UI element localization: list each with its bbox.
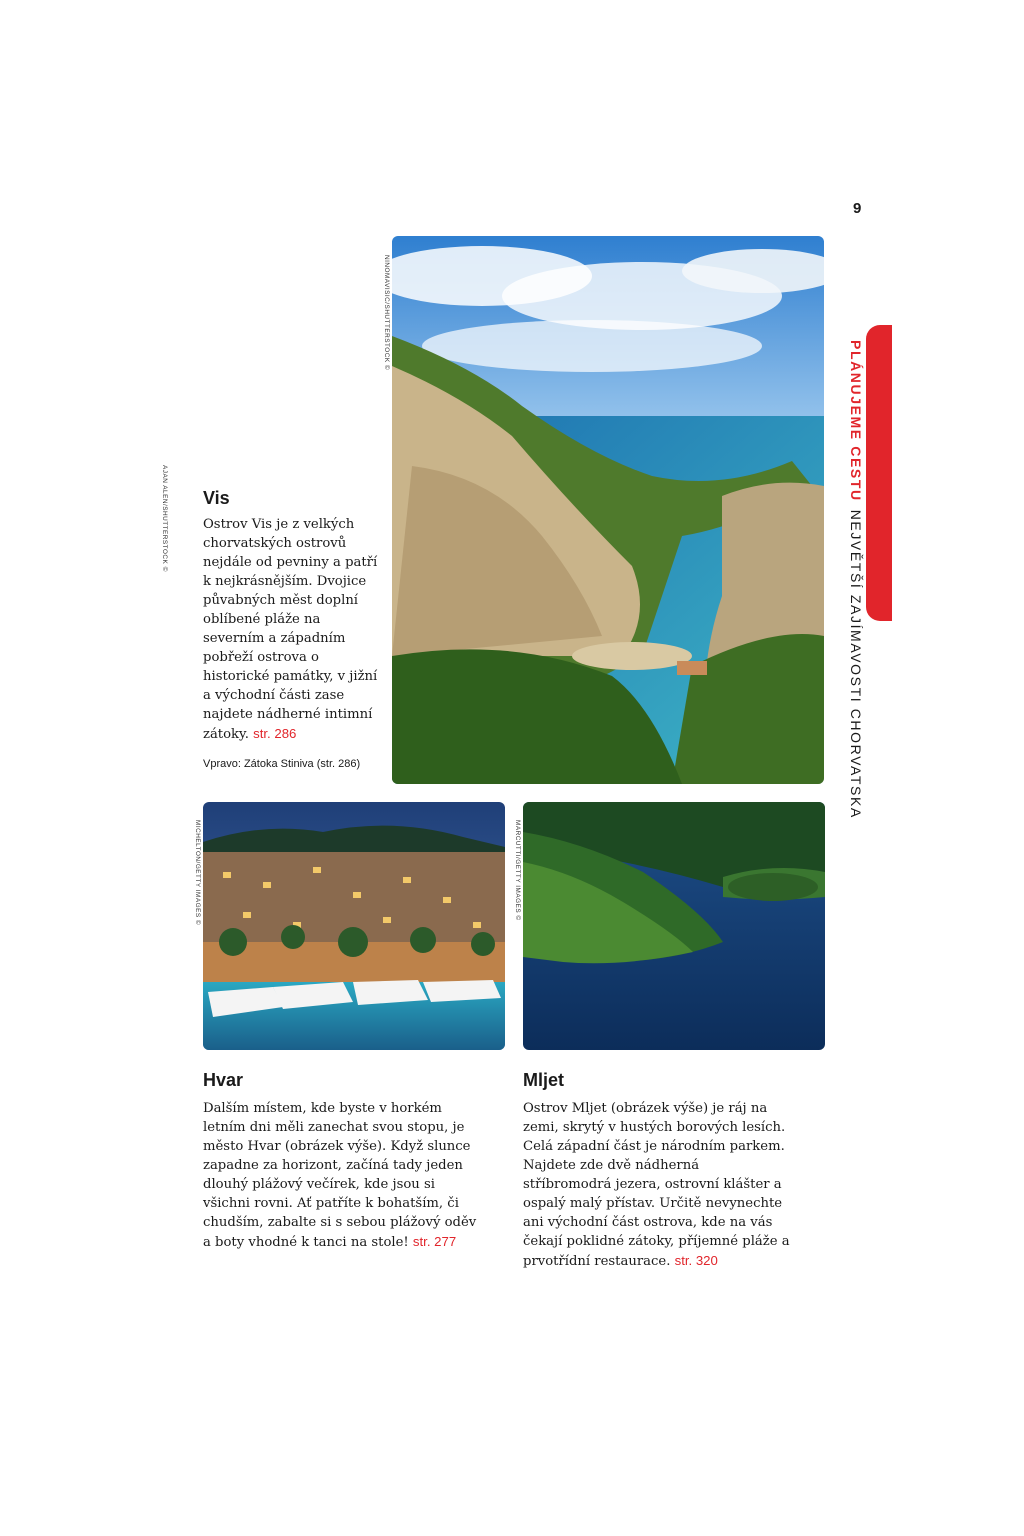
vis-photo-credit: NINOMAVISIC/SHUTTERSTOCK © <box>383 255 390 371</box>
mljet-section <box>523 1070 791 1271</box>
section-name: PLÁNUJEME CESTU <box>848 340 864 502</box>
mljet-photo-credit: MARCUTTI/GETTY IMAGES © <box>514 820 521 921</box>
hvar-body-text: Dalším místem, kde byste v horkém letním dni měli zanechat svou stopu, je město Hvar (obrázek výše). Když slunce zapadne za horizont, začíná tady jeden dlouhý plážový večírek, kde jsou si všichni rovni. Ať patříte k bohatším, či chudším, zabalte si s sebou plážový oděv a boty vhodné k tanci na stole! <box>203 1101 477 1250</box>
vis-title: Vis <box>203 488 230 508</box>
section-subtitle: NEJVĚTŠÍ ZAJÍMAVOSTI CHORVATSKA <box>848 509 864 819</box>
mljet-body <box>523 1099 791 1271</box>
mljet-page-ref[interactable]: str. 320 <box>674 1253 718 1268</box>
section-tab <box>866 325 892 621</box>
hvar-section <box>203 1070 481 1252</box>
vis-photo <box>392 236 824 784</box>
hvar-title: Hvar <box>203 1070 244 1090</box>
mljet-photo <box>523 802 825 1050</box>
hvar-photo <box>203 802 505 1050</box>
hvar-body <box>203 1099 481 1252</box>
vis-photo-caption: Vpravo: Zátoka Stiniva (str. 286) <box>203 758 361 770</box>
vis-page-ref[interactable]: str. 286 <box>253 726 297 741</box>
mljet-title: Mljet <box>523 1070 565 1090</box>
hvar-page-ref[interactable]: str. 277 <box>412 1234 457 1249</box>
vis-body <box>203 515 378 744</box>
section-title-vertical <box>850 340 864 820</box>
vis-section <box>203 488 378 770</box>
page-number: 9 <box>853 200 862 217</box>
mljet-body-text: Ostrov Mljet (obrázek výše) je ráj na zemi, skrytý v hustých borových lesích. Celá západní část je národním parkem. Najdete zde dvě nádherná stříbromodrá jezera, ostrovní klášter a ospalý malý přístav. Určitě nevynechte ani východní část ostrova, kde na vás čekají poklidné zátoky, příjemné pláže a prvotřídní restaurace. <box>523 1101 790 1269</box>
vis-text-credit: AJAN ALEN/SHUTTERSTOCK © <box>161 465 168 572</box>
vis-body-text: Ostrov Vis je z velkých chorvatských ostrovů nejdále od pevniny a patří k nejkrásnějším. Dvojice půvabných měst doplní oblíbené pláže na severním a západním pobřeží ostrova o historické památky, v jižní a východní části zase najdete nádherné intimní zátoky. <box>203 517 378 742</box>
hvar-photo-credit: MICHELTON/GETTY IMAGES © <box>194 820 201 926</box>
